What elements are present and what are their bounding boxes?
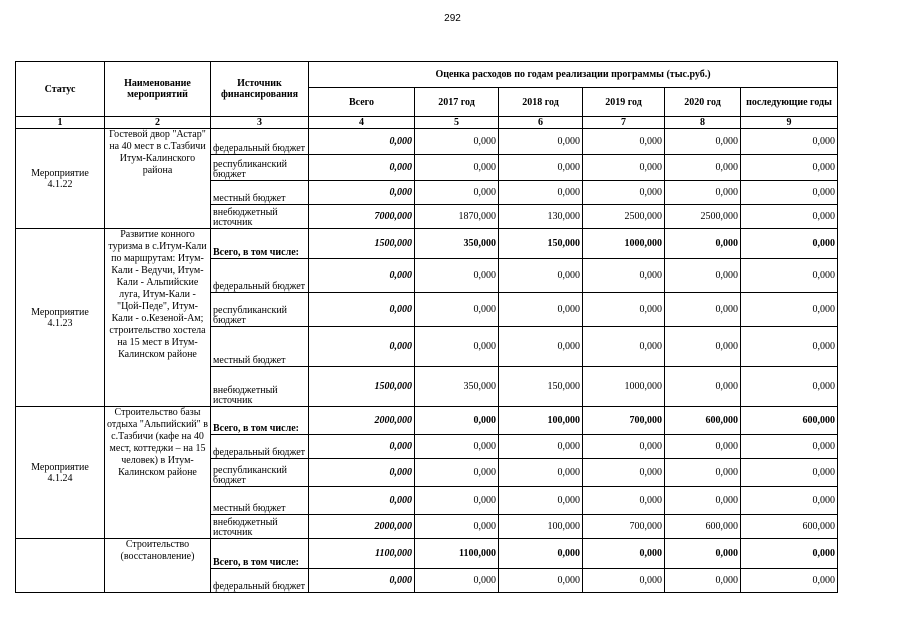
year-value-cell: 0,000 (499, 435, 583, 459)
year-value-cell: 0,000 (665, 181, 741, 205)
year-value-cell: 0,000 (499, 327, 583, 367)
year-value-cell: 0,000 (741, 259, 838, 293)
year-value-cell: 0,000 (415, 407, 499, 435)
col-number: 1 (16, 117, 105, 129)
year-value-cell: 0,000 (499, 129, 583, 155)
year-value-cell: 0,000 (741, 293, 838, 327)
total-value-cell: 0,000 (309, 487, 415, 515)
year-value-cell: 600,000 (665, 515, 741, 539)
header-year-2020: 2020 год (665, 88, 741, 117)
year-value-cell: 2500,000 (583, 205, 665, 229)
year-value-cell: 0,000 (583, 155, 665, 181)
funding-source-cell: Всего, в том числе: (211, 539, 309, 569)
year-value-cell: 600,000 (741, 515, 838, 539)
total-value-cell: 2000,000 (309, 407, 415, 435)
year-value-cell: 0,000 (499, 155, 583, 181)
funding-source-cell: федеральный бюджет (211, 129, 309, 155)
year-value-cell: 0,000 (415, 515, 499, 539)
year-value-cell: 0,000 (415, 569, 499, 593)
year-value-cell: 0,000 (415, 259, 499, 293)
funding-source-cell: Всего, в том числе: (211, 229, 309, 259)
year-value-cell: 0,000 (583, 459, 665, 487)
funding-source-cell: республиканский бюджет (211, 155, 309, 181)
year-value-cell: 350,000 (415, 367, 499, 407)
year-value-cell: 0,000 (415, 293, 499, 327)
year-value-cell: 0,000 (741, 181, 838, 205)
header-year-2019: 2019 год (583, 88, 665, 117)
year-value-cell: 0,000 (665, 459, 741, 487)
funding-source-cell: внебюджетный источник (211, 205, 309, 229)
year-value-cell: 0,000 (499, 259, 583, 293)
year-value-cell: 0,000 (499, 459, 583, 487)
year-value-cell: 0,000 (741, 327, 838, 367)
year-value-cell: 0,000 (499, 539, 583, 569)
year-value-cell: 0,000 (583, 129, 665, 155)
col-number: 7 (583, 117, 665, 129)
year-value-cell: 0,000 (741, 155, 838, 181)
col-number: 6 (499, 117, 583, 129)
total-value-cell: 0,000 (309, 259, 415, 293)
year-value-cell: 0,000 (665, 155, 741, 181)
total-value-cell: 0,000 (309, 327, 415, 367)
header-subsequent-years: последующие годы (741, 88, 838, 117)
year-value-cell: 1000,000 (583, 367, 665, 407)
header-source: Источник финансирования (211, 62, 309, 117)
year-value-cell: 0,000 (665, 539, 741, 569)
year-value-cell: 100,000 (499, 515, 583, 539)
header-total: Всего (309, 88, 415, 117)
total-value-cell: 0,000 (309, 293, 415, 327)
funding-source-cell: федеральный бюджет (211, 259, 309, 293)
table-row (16, 407, 838, 435)
funding-source-cell: внебюджетный источник (211, 515, 309, 539)
total-value-cell: 1100,000 (309, 539, 415, 569)
year-value-cell: 0,000 (665, 569, 741, 593)
year-value-cell: 0,000 (741, 487, 838, 515)
year-value-cell: 0,000 (583, 435, 665, 459)
year-value-cell: 600,000 (665, 407, 741, 435)
status-cell: Мероприятие 4.1.22 (16, 129, 105, 229)
status-cell: Мероприятие 4.1.24 (16, 407, 105, 539)
year-value-cell: 0,000 (741, 229, 838, 259)
total-value-cell: 0,000 (309, 435, 415, 459)
funding-source-cell: федеральный бюджет (211, 435, 309, 459)
year-value-cell: 0,000 (499, 569, 583, 593)
col-number: 8 (665, 117, 741, 129)
year-value-cell: 2500,000 (665, 205, 741, 229)
funding-source-cell: республиканский бюджет (211, 293, 309, 327)
year-value-cell: 0,000 (415, 487, 499, 515)
year-value-cell: 100,000 (499, 407, 583, 435)
year-value-cell: 0,000 (665, 327, 741, 367)
total-value-cell: 0,000 (309, 155, 415, 181)
year-value-cell: 0,000 (741, 459, 838, 487)
year-value-cell: 0,000 (415, 155, 499, 181)
year-value-cell: 130,000 (499, 205, 583, 229)
year-value-cell: 0,000 (741, 435, 838, 459)
year-value-cell: 0,000 (741, 569, 838, 593)
year-value-cell: 0,000 (665, 293, 741, 327)
total-value-cell: 0,000 (309, 459, 415, 487)
budget-table (15, 61, 838, 593)
year-value-cell: 0,000 (665, 259, 741, 293)
year-value-cell: 0,000 (415, 459, 499, 487)
header-year-2018: 2018 год (499, 88, 583, 117)
total-value-cell: 0,000 (309, 129, 415, 155)
total-value-cell: 0,000 (309, 181, 415, 205)
table-row (16, 129, 838, 155)
year-value-cell: 0,000 (741, 539, 838, 569)
year-value-cell: 0,000 (741, 205, 838, 229)
year-value-cell: 0,000 (415, 181, 499, 205)
year-value-cell: 0,000 (665, 367, 741, 407)
funding-source-cell: республиканский бюджет (211, 459, 309, 487)
status-cell: Мероприятие 4.1.23 (16, 229, 105, 407)
year-value-cell: 150,000 (499, 367, 583, 407)
funding-source-cell: местный бюджет (211, 487, 309, 515)
year-value-cell: 0,000 (583, 293, 665, 327)
measure-name-cell: Развитие конного туризма в с.Итум-Кали по маршрутам: Итум-Кали - Ведучи, Итум-Кали - Альпийские луга, Итум-Кали - "Цой-Педе", Итум-Кали - о.Кезеной-Ам; строительство хостела на 15 мест в Итум-Калинском районе (105, 229, 211, 407)
year-value-cell: 1000,000 (583, 229, 665, 259)
year-value-cell: 0,000 (583, 181, 665, 205)
funding-source-cell: федеральный бюджет (211, 569, 309, 593)
status-cell (16, 539, 105, 593)
year-value-cell: 0,000 (665, 487, 741, 515)
funding-source-cell: местный бюджет (211, 181, 309, 205)
year-value-cell: 0,000 (741, 367, 838, 407)
funding-source-cell: местный бюджет (211, 327, 309, 367)
year-value-cell: 0,000 (583, 259, 665, 293)
total-value-cell: 7000,000 (309, 205, 415, 229)
year-value-cell: 0,000 (741, 129, 838, 155)
funding-source-cell: Всего, в том числе: (211, 407, 309, 435)
col-number: 5 (415, 117, 499, 129)
year-value-cell: 0,000 (583, 569, 665, 593)
measure-name-cell: Строительство (восстановление) (105, 539, 211, 593)
year-value-cell: 0,000 (499, 487, 583, 515)
year-value-cell: 700,000 (583, 515, 665, 539)
column-number-row (16, 117, 838, 129)
header-status: Статус (16, 62, 105, 117)
year-value-cell: 0,000 (665, 229, 741, 259)
funding-source-cell: внебюджетный источник (211, 367, 309, 407)
measure-name-cell: Строительство базы отдыха "Альпийский" в с.Тазбичи (кафе на 40 мест, коттеджи – на 15 человек) в Итум-Калинском районе (105, 407, 211, 539)
year-value-cell: 0,000 (583, 327, 665, 367)
year-value-cell: 0,000 (499, 293, 583, 327)
table-row (16, 229, 838, 259)
measure-name-cell: Гостевой двор "Астар" на 40 мест в с.Тазбичи Итум-Калинского района (105, 129, 211, 229)
year-value-cell: 600,000 (741, 407, 838, 435)
col-number: 3 (211, 117, 309, 129)
year-value-cell: 0,000 (499, 181, 583, 205)
page-number: 292 (444, 13, 461, 24)
year-value-cell: 0,000 (415, 129, 499, 155)
year-value-cell: 1870,000 (415, 205, 499, 229)
col-number: 2 (105, 117, 211, 129)
total-value-cell: 1500,000 (309, 367, 415, 407)
year-value-cell: 700,000 (583, 407, 665, 435)
col-number: 9 (741, 117, 838, 129)
year-value-cell: 150,000 (499, 229, 583, 259)
year-value-cell: 0,000 (415, 435, 499, 459)
total-value-cell: 2000,000 (309, 515, 415, 539)
year-value-cell: 0,000 (665, 129, 741, 155)
year-value-cell: 350,000 (415, 229, 499, 259)
header-estimate: Оценка расходов по годам реализации программы (тыс.руб.) (309, 62, 838, 88)
header-year-2017: 2017 год (415, 88, 499, 117)
header-name: Наименование мероприятий (105, 62, 211, 117)
year-value-cell: 0,000 (415, 327, 499, 367)
year-value-cell: 0,000 (583, 487, 665, 515)
total-value-cell: 0,000 (309, 569, 415, 593)
total-value-cell: 1500,000 (309, 229, 415, 259)
table-row (16, 539, 838, 569)
year-value-cell: 0,000 (583, 539, 665, 569)
col-number: 4 (309, 117, 415, 129)
year-value-cell: 1100,000 (415, 539, 499, 569)
year-value-cell: 0,000 (665, 435, 741, 459)
